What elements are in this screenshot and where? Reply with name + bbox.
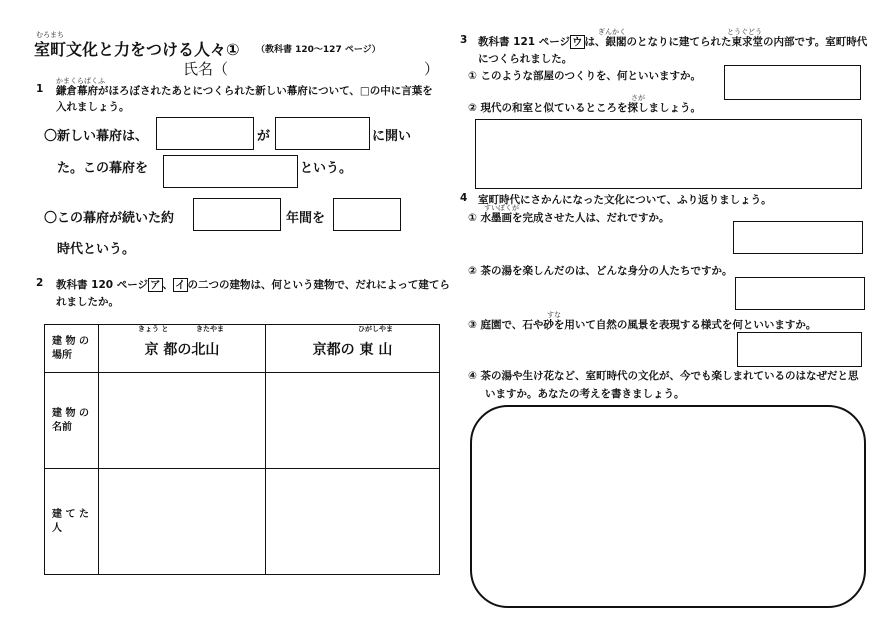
row-label-building-name xyxy=(45,373,99,469)
ruby-kamakura: かまくらばくふ xyxy=(56,77,105,85)
ruby-muromachi: むろまち xyxy=(36,31,64,39)
q1-sentence2-end: という。 xyxy=(300,161,353,176)
row-label-builder-text: 建 て た 人 xyxy=(52,508,89,534)
q1-sentence1-start: 〇新しい幕府は、 xyxy=(44,129,149,144)
ruby-suibokuga: すいぼくが xyxy=(484,204,519,212)
answer-box-social-class[interactable] xyxy=(735,277,865,310)
q2-prompt-text-a: 教科書 120 ページ xyxy=(56,279,149,291)
q1-number: 1 xyxy=(36,83,44,95)
name-close-paren: ） xyxy=(424,60,440,78)
answer-box-era[interactable] xyxy=(333,198,401,231)
q1-sentence1-end: に開い xyxy=(372,129,412,144)
answer-box-similarities[interactable] xyxy=(475,119,862,189)
ruby-kyoto: きょう と xyxy=(138,325,169,333)
ruby-togudo: とうぐどう xyxy=(727,28,762,36)
q2-separator: 、 xyxy=(162,279,174,291)
row-label-place xyxy=(45,325,99,373)
q1-sentence1-mid: が xyxy=(257,129,271,144)
answer-box-garden-style[interactable] xyxy=(737,332,862,367)
answer-box-room-style[interactable] xyxy=(724,65,861,100)
q3-sub2: ② 現代の和室と似ているところを探しましょう。 xyxy=(468,102,702,114)
mark-a: ア xyxy=(150,279,161,291)
cell-kitayama-building[interactable] xyxy=(99,373,266,469)
q1-sentence4: 時代という。 xyxy=(57,242,136,257)
worksheet-title: 室町文化と力をつける人々① xyxy=(34,40,240,59)
q1-prompt-line1: 鎌倉幕府がほろぼされたあとにつくられた新しい幕府について、□の中に言葉を xyxy=(56,85,433,97)
q4-sub3: ③ 庭園で、石や砂を用いて自然の風景を表現する様式を何といいますか。 xyxy=(468,319,817,331)
col-header-higashiyama xyxy=(266,325,440,373)
q3-sub1: ① このような部屋のつくりを、何といいますか。 xyxy=(468,70,702,82)
answer-box-where[interactable] xyxy=(275,117,370,150)
q1-prompt-line2: 入れましょう。 xyxy=(56,101,130,113)
col-header-kitayama-text: 京 都の北山 xyxy=(144,341,220,358)
cell-kitayama-builder[interactable] xyxy=(99,469,266,575)
q3-prompt-text-b: は、銀閣のとなりに建てられた東求堂の内部です。室町時代 xyxy=(584,36,868,48)
row-label-building-name-text: 建 物 の 名前 xyxy=(52,407,89,433)
q3-number: 3 xyxy=(460,34,468,46)
row-label-place-text: 建 物 の 場所 xyxy=(52,335,89,361)
table-row xyxy=(45,469,440,575)
q2-prompt-line2: れましたか。 xyxy=(56,296,119,308)
q1-sentence3-mid: 年間を xyxy=(286,211,326,226)
ruby-sagasu: さが xyxy=(631,94,645,102)
mark-i: イ xyxy=(175,279,186,291)
table-row xyxy=(45,325,440,373)
q4-sub4-line1: ④ 茶の湯や生け花など、室町時代の文化が、今でも楽しまれているのはなぜだと思 xyxy=(468,370,859,382)
answer-box-opinion[interactable] xyxy=(470,405,866,608)
buildings-table xyxy=(44,324,440,575)
table-row xyxy=(45,373,440,469)
answer-box-who[interactable] xyxy=(156,117,254,150)
cell-higashiyama-building[interactable] xyxy=(266,373,440,469)
answer-box-shogunate-name[interactable] xyxy=(163,155,298,188)
q1-sentence2-start: た。この幕府を xyxy=(57,161,149,176)
name-field[interactable] xyxy=(240,60,420,76)
ruby-ginkaku: ぎんかく xyxy=(598,28,626,36)
col-header-higashiyama-text: 京都の 東 山 xyxy=(312,341,393,358)
q4-number: 4 xyxy=(460,192,468,204)
q3-prompt-line1 xyxy=(478,34,867,49)
ruby-higashiyama: ひがしやま xyxy=(358,325,393,333)
q4-sub4-line2: いますか。あなたの考えを書きましょう。 xyxy=(485,388,685,400)
ruby-suna: すな xyxy=(547,311,561,319)
q4-prompt-line1: 室町時代にさかんになった文化について、ふり返りましょう。 xyxy=(478,194,772,206)
q1-sentence3-start: 〇この幕府が続いた約 xyxy=(44,211,175,226)
q2-number: 2 xyxy=(36,277,44,289)
q4-sub1: ① 水墨画を完成させた人は、だれですか。 xyxy=(468,212,670,224)
mark-u: ウ xyxy=(572,36,583,48)
q3-prompt-line2: につくられました。 xyxy=(478,53,573,65)
name-label: 氏名（ xyxy=(183,60,229,78)
q3-prompt-text-a: 教科書 121 ページ xyxy=(478,36,571,48)
q2-prompt-line1 xyxy=(56,277,450,292)
textbook-pages: （教科書 120～127 ページ） xyxy=(256,45,381,55)
col-header-kitayama xyxy=(99,325,266,373)
cell-higashiyama-builder[interactable] xyxy=(266,469,440,575)
q2-prompt-text-b: の二つの建物は、何という建物で、だれによって建てら xyxy=(187,279,450,291)
answer-box-years[interactable] xyxy=(193,198,281,231)
row-label-builder xyxy=(45,469,99,575)
answer-box-painter[interactable] xyxy=(733,221,863,254)
q4-sub2: ② 茶の湯を楽しんだのは、どんな身分の人たちですか。 xyxy=(468,265,733,277)
ruby-kitayama: きたやま xyxy=(196,325,224,333)
